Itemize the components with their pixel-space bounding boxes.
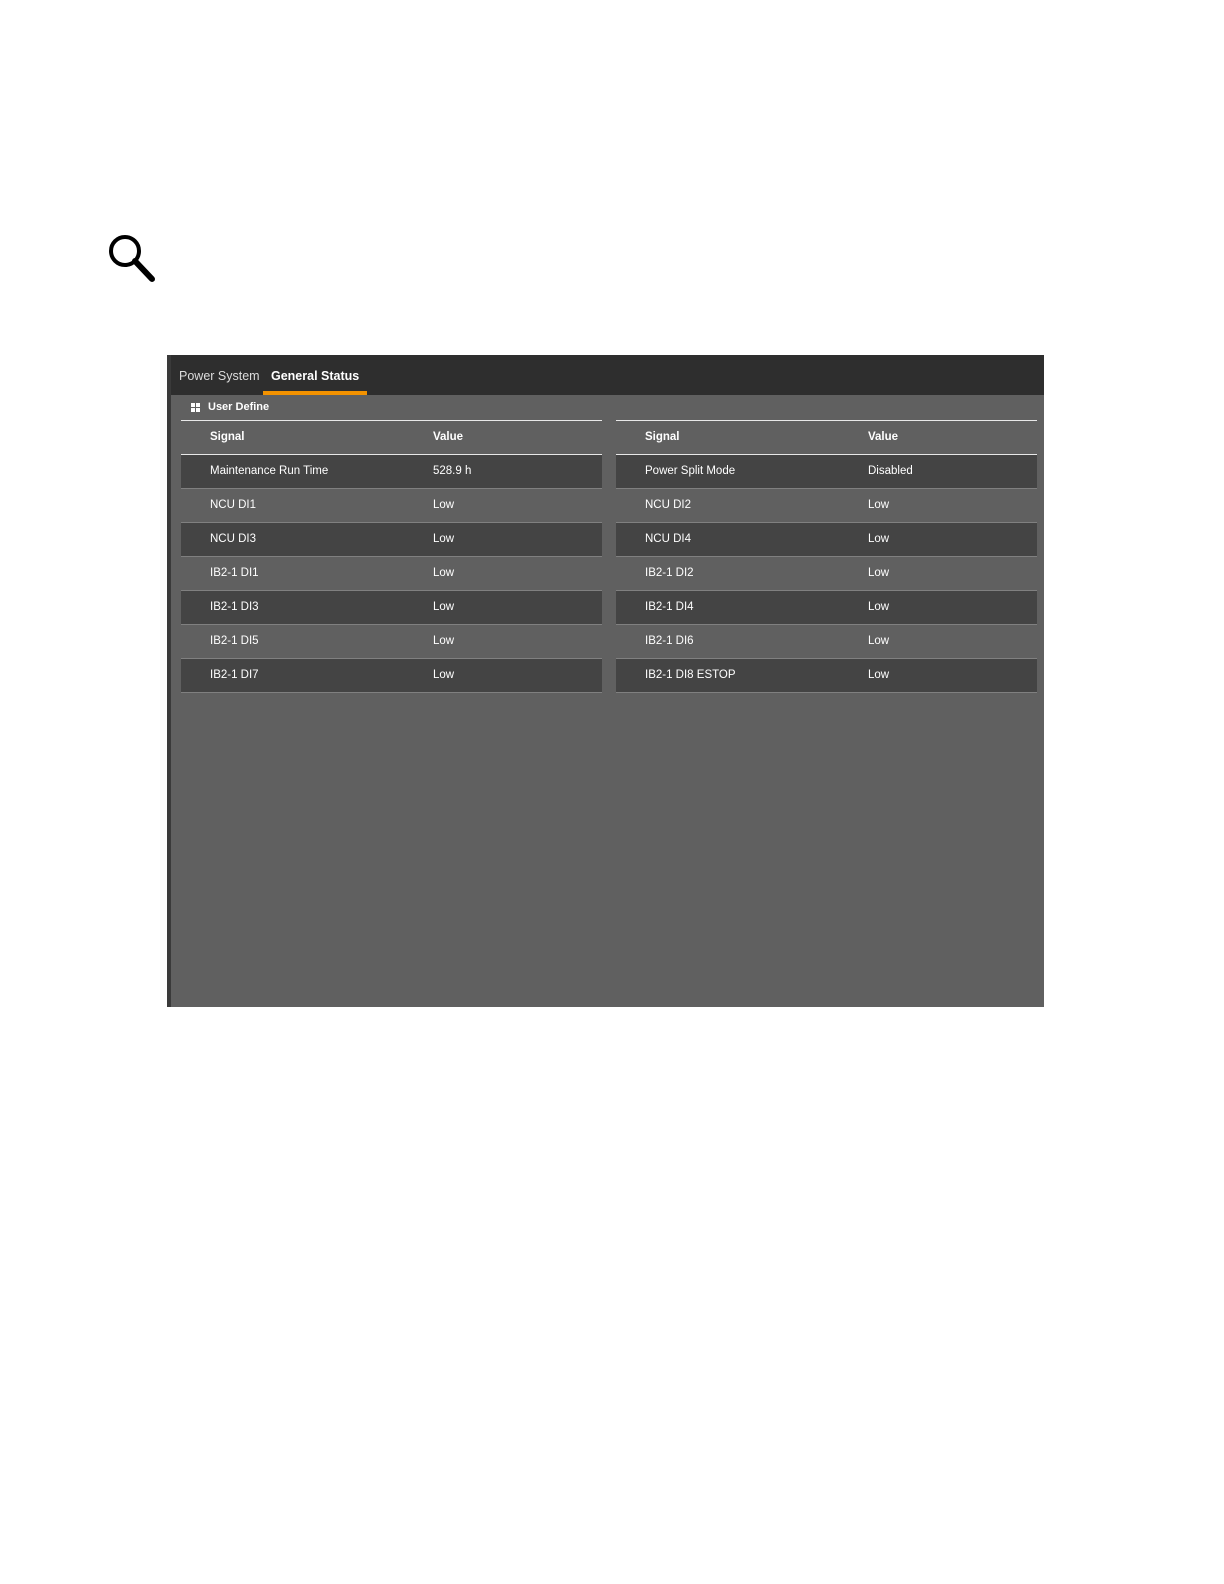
value-column-header[interactable]: Value — [868, 431, 899, 443]
table-header — [181, 421, 602, 455]
status-panel — [167, 355, 1044, 1007]
grid-icon — [191, 403, 200, 412]
tab-power-system[interactable]: Power System — [179, 369, 260, 383]
signal-name: IB2-1 DI7 — [210, 669, 259, 681]
signal-value: Low — [868, 669, 890, 681]
signal-name: Maintenance Run Time — [210, 465, 329, 477]
signal-value: Low — [868, 601, 890, 613]
signal-name: IB2-1 DI8 ESTOP — [645, 669, 736, 681]
signal-value: Low — [433, 669, 455, 681]
signal-value: Low — [433, 533, 455, 545]
table-row — [616, 489, 1037, 523]
signal-name: NCU DI3 — [210, 533, 257, 545]
signal-name: IB2-1 DI4 — [645, 601, 694, 613]
tab-general-status[interactable]: General Status — [271, 355, 359, 395]
signal-value: 528.9 h — [433, 465, 472, 477]
signal-table-right — [616, 420, 1037, 693]
signal-value: Disabled — [868, 465, 913, 477]
signal-name: IB2-1 DI1 — [210, 567, 259, 579]
signal-value: Low — [433, 635, 455, 647]
table-row — [181, 625, 602, 659]
section-header — [191, 399, 269, 415]
table-row — [616, 625, 1037, 659]
signal-table-left — [181, 420, 602, 693]
signal-value: Low — [868, 567, 890, 579]
signal-name: IB2-1 DI6 — [645, 635, 694, 647]
table-row — [616, 455, 1037, 489]
tab-bar — [171, 355, 1044, 395]
signal-name: NCU DI1 — [210, 499, 257, 511]
table-row — [181, 489, 602, 523]
signal-name: IB2-1 DI5 — [210, 635, 259, 647]
table-row — [181, 659, 602, 693]
signal-value: Low — [433, 499, 455, 511]
table-row — [616, 557, 1037, 591]
signal-name: NCU DI2 — [645, 499, 692, 511]
value-column-header[interactable]: Value — [433, 431, 464, 443]
section-title: User Define — [208, 401, 270, 413]
signal-column-header[interactable]: Signal — [645, 431, 680, 443]
signal-name: NCU DI4 — [645, 533, 692, 545]
signal-value: Low — [868, 533, 890, 545]
table-row — [616, 523, 1037, 557]
signal-name: Power Split Mode — [645, 465, 736, 477]
signal-name: IB2-1 DI3 — [210, 601, 259, 613]
magnifier-icon — [106, 233, 156, 283]
table-row — [616, 659, 1037, 693]
signal-value: Low — [868, 499, 890, 511]
table-row — [181, 523, 602, 557]
table-row — [616, 591, 1037, 625]
signal-name: IB2-1 DI2 — [645, 567, 694, 579]
signal-value: Low — [433, 567, 455, 579]
table-row — [181, 591, 602, 625]
signal-value: Low — [433, 601, 455, 613]
table-row — [181, 557, 602, 591]
signal-value: Low — [868, 635, 890, 647]
signal-column-header[interactable]: Signal — [210, 431, 245, 443]
table-row — [181, 455, 602, 489]
table-header — [616, 421, 1037, 455]
